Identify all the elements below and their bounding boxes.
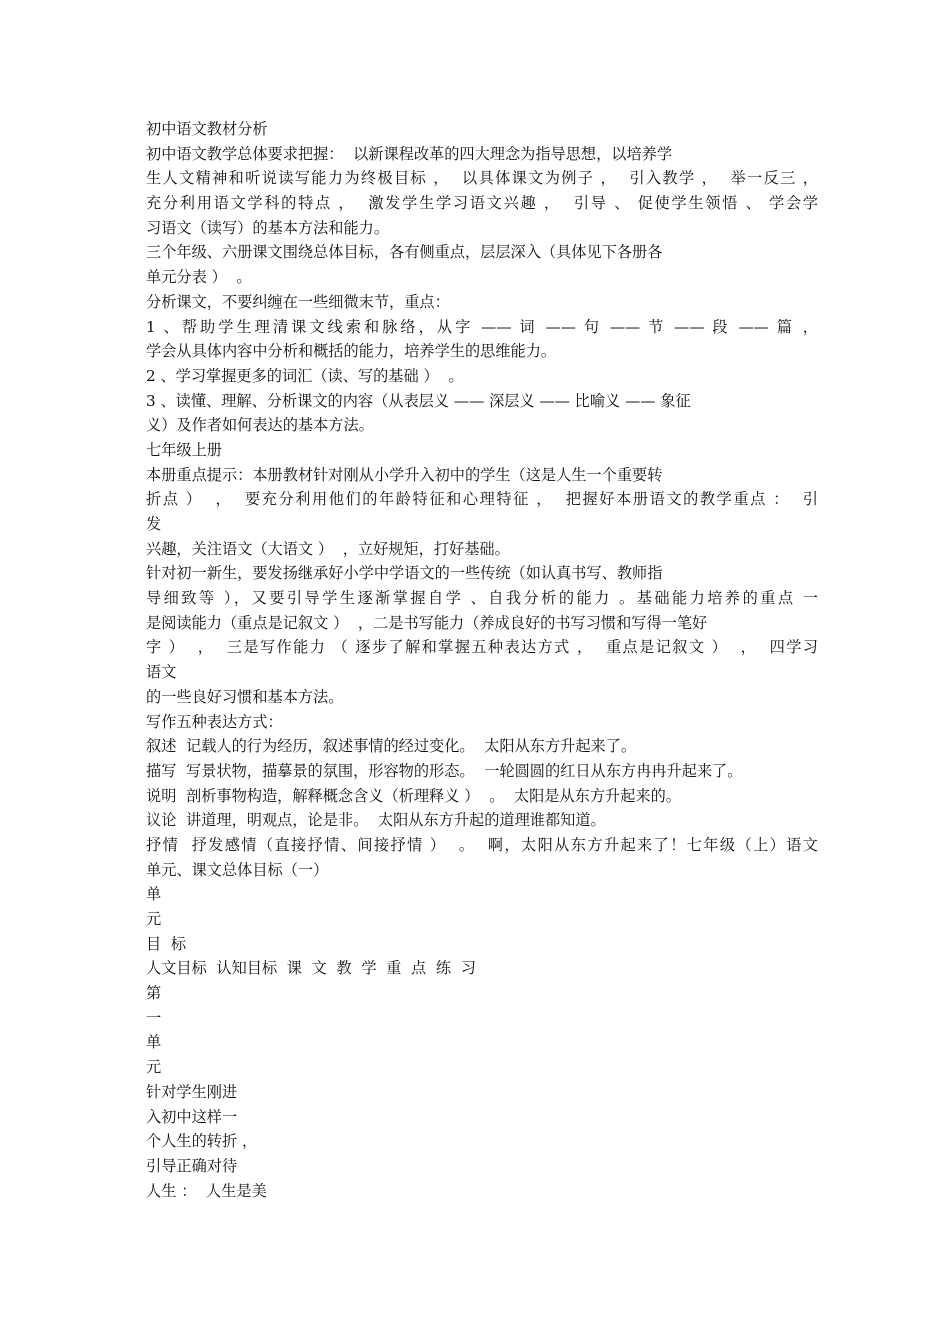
doc-title: 初中语文教材分析 — [146, 120, 268, 138]
table-cell: 针对学生刚进 — [146, 1082, 238, 1101]
text-line: 三个年级、六册课文围绕总体目标，各有侧重点，层层深入（具体见下各册各 — [146, 243, 663, 262]
text-line: 是阅读能力（重点是记叙文 ） ，二是书写能力（养成良好的书写习惯和写得一笔好 — [146, 613, 708, 632]
table-cell: 第 — [146, 984, 162, 1003]
text-line: 义）及作者如何表达的基本方法。 — [146, 416, 374, 435]
text-line: 针对初一新生，要发扬继承好小学中学语文的一些传统（如认真书写、教师指 — [146, 564, 663, 583]
expression-item: 议论 讲道理，明观点，论是非。 太阳从东方升起的道理谁都知道。 — [146, 811, 606, 830]
expression-item: 抒情 抒发感情（直接抒情、间接抒情 ） 。 啊，太阳从东方升起来了！七年级（上）语文 — [146, 835, 818, 854]
table-cell: 个人生的转折 ， — [146, 1132, 258, 1151]
text-line: 生人文精神和听说读写能力为终极目标 ， 以具体课文为例子 ， 引入教学 ， 举一反三 ， — [146, 169, 818, 188]
text-line: 字 ） ， 三是写作能力 （ 逐步了解和掌握五种表达方式 ， 重点是记叙文 ） ， 四学习 — [146, 638, 818, 657]
list-item: 2 、学习掌握更多的词汇（读、写的基础 ） 。 — [146, 366, 464, 385]
text-line: 本册重点提示：本册教材针对刚从小学升入初中的学生（这是人生一个重要转 — [146, 465, 663, 484]
table-cell: 单 — [146, 885, 162, 904]
table-cell: 元 — [146, 1058, 162, 1077]
table-cell: 元 — [146, 910, 162, 928]
list-item: 1 、帮助学生理清课文线索和脉络，从字 —— 词 —— 句 —— 节 —— 段 —— 篇 ， — [146, 317, 818, 336]
text-line: 学会从具体内容中分析和概括的能力，培养学生的思维能力。 — [146, 342, 557, 361]
text-line: 发 — [146, 515, 162, 533]
text-line: 初中语文教学总体要求把握： 以新课程改革的四大理念为指导思想，以培养学 — [146, 144, 673, 163]
table-cell: 入初中这样一 — [146, 1107, 238, 1126]
expression-item: 描写 写景状物，描摹景的氛围，形容物的形态。 一轮圆圆的红日从东方冉冉升起来了。 — [146, 761, 743, 780]
text-line: 语文 — [146, 663, 177, 682]
list-item: 3 、读懂、理解、分析课文的内容（从表层义 —— 深层义 —— 比喻义 —— 象征 — [146, 391, 691, 410]
text-line: 兴趣，关注语文（大语文 ） ，立好规矩，打好基础。 — [146, 539, 510, 558]
text-line: 的一些良好习惯和基本方法。 — [146, 687, 344, 706]
table-cell: 人生 ： 人生是美 — [146, 1181, 267, 1200]
text-line: 充分利用语文学科的特点 ， 激发学生学习语文兴趣 ， 引导 、 促使学生领悟 、 学会学 — [146, 194, 818, 213]
text-line: 折点 ） ， 要充分利用他们的年龄特征和心理特征 ， 把握好本册语文的教学重点 ： 引 — [146, 490, 818, 509]
text-line: 习语文（读写）的基本方法和能力。 — [146, 218, 389, 237]
section-heading: 七年级上册 — [146, 440, 222, 459]
section-heading: 写作五种表达方式： — [146, 712, 283, 731]
expression-item: 说明 剖析事物构造，解释概念含义（析理释义 ） 。 太阳是从东方升起来的。 — [146, 786, 681, 805]
table-caption: 单元、课文总体目标（一） — [146, 860, 329, 879]
table-cell: 一 — [146, 1008, 162, 1027]
expression-item: 叙述 记载人的行为经历，叙述事情的经过变化。 太阳从东方升起来了。 — [146, 737, 637, 756]
text-line: 分析课文，不要纠缠在一些细微末节，重点： — [146, 292, 450, 311]
table-cell: 引导正确对待 — [146, 1156, 238, 1175]
table-cell: 目 标 — [146, 934, 187, 953]
text-line: 导细致等 ），又要引导学生逐渐掌握自学 、自我分析的能力 。基础能力培养的重点 一 — [146, 589, 818, 608]
document-page — [146, 117, 818, 1203]
table-header-row: 人文目标 认知目标 课 文 教 学 重 点 练 习 — [146, 959, 476, 978]
table-cell: 单 — [146, 1033, 162, 1052]
text-line: 单元分表 ） 。 — [146, 268, 252, 287]
